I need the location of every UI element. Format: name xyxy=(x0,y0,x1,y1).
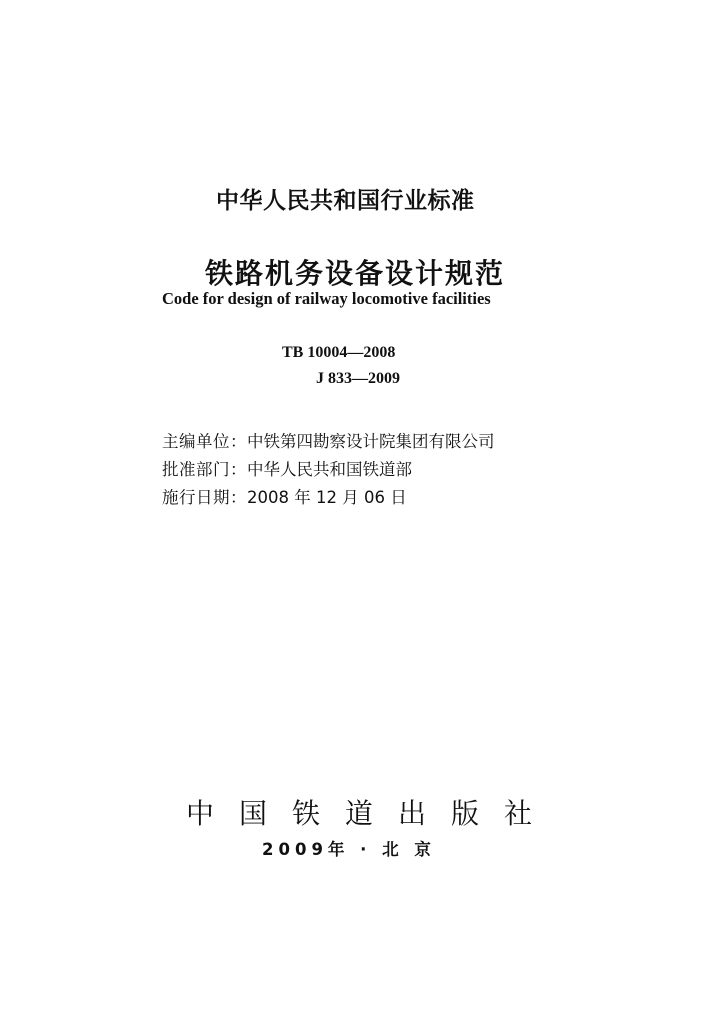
editor-unit-value: 中铁第四勘察设计院集团有限公司 xyxy=(247,432,495,451)
effective-date-value: 2008 年 12 月 06 日 xyxy=(247,488,407,507)
approval-dept-value: 中华人民共和国铁道部 xyxy=(247,460,412,479)
approval-dept-label: 批准部门： xyxy=(162,460,247,479)
publisher-name: 中国铁道出版社 xyxy=(186,797,558,830)
effective-date-label: 施行日期： xyxy=(162,488,247,507)
publication-year-place: 2009年 · 北 京 xyxy=(262,840,436,859)
approval-dept-row xyxy=(162,456,412,480)
standard-code-j: J 833—2009 xyxy=(316,370,400,387)
standard-code-tb: TB 10004—2008 xyxy=(282,344,396,361)
standard-category-heading: 中华人民共和国行业标准 xyxy=(216,188,475,214)
editor-unit-row xyxy=(162,428,495,452)
document-title-chinese: 铁路机务设备设计规范 xyxy=(205,257,506,290)
effective-date-row xyxy=(162,484,407,508)
editor-unit-label: 主编单位： xyxy=(162,432,247,451)
document-title-english: Code for design of railway locomotive facilities xyxy=(162,289,491,308)
